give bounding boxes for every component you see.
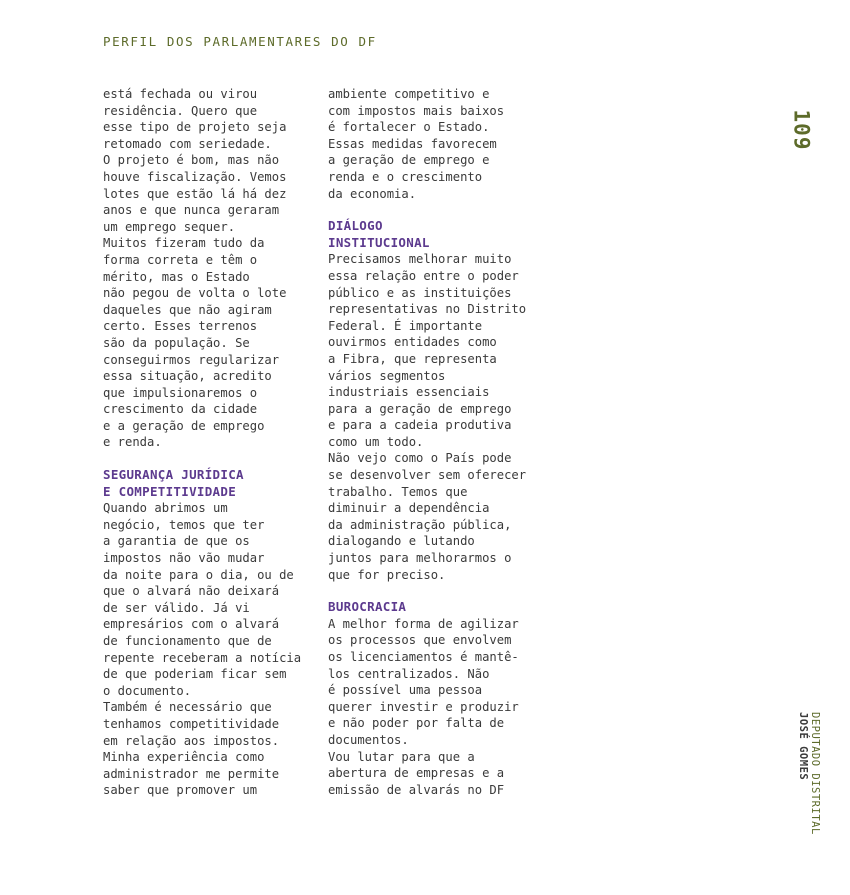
section-heading-dialogo: DIÁLOGO INSTITUCIONAL [328,218,430,250]
author-side-label [797,712,821,835]
author-role: DEPUTADO DISTRITAL [809,712,821,835]
left-paragraph-2: Quando abrimos um negócio, temos que ter a garantia de que os impostos não vão mudar da noite para o dia, ou de que o alvará não deixará de ser válido. Já vi empresários com o alvará de funcionamento que de repente receberam a notícia de que poderiam ficar sem o documento. Também é necessário que tenhamos competitividade em relação aos impostos. Minha experiência como administrador me permite saber que promover um [103,501,302,798]
right-paragraph-3: A melhor forma de agilizar os processos que envolvem os licenciamentos é mantê- los centralizados. Não é possível uma pessoa querer investir e produzir e não poder por falta de documentos. Vou lutar para que a abertura de empresas e a emissão de alvarás no DF [328,616,519,797]
right-column [328,86,548,798]
left-column [103,86,318,799]
page-number: 109 [789,109,814,151]
section-heading-burocracia: BUROCRACIA [328,599,407,615]
left-paragraph-1: está fechada ou virou residência. Quero que esse tipo de projeto seja retomado com seriedade. O projeto é bom, mas não houve fiscalização. Vemos lotes que estão lá há dez anos e que nunca geraram um emprego sequer. Muitos fizeram tudo da forma correta e têm o mérito, mas o Estado não pegou de volta o lote daqueles que não agiram certo. Esses terrenos são da população. Se conseguirmos regularizar essa situação, acredito que impulsionaremos o crescimento da cidade e a geração de emprego e renda. [103,87,287,450]
right-paragraph-2: Precisamos melhorar muito essa relação entre o poder público e as instituições representativas no Distrito Federal. É importante ouvirmos entidades como a Fibra, que representa vários segmentos industriais essenciais para a geração de emprego e para a cadeia produtiva como um todo. Não vejo como o País pode se desenvolver sem oferecer trabalho. Temos que diminuir a dependência da administração pública, dialogando e lutando juntos para melhorarmos o que for preciso. [328,252,527,582]
author-name: JOSÉ GOMES [797,712,809,781]
right-paragraph-1: ambiente competitivo e com impostos mais baixos é fortalecer o Estado. Essas medidas favorecem a geração de emprego e renda e o crescimento da economia. [328,87,505,201]
section-heading-seguranca: SEGURANÇA JURÍDICA E COMPETITIVIDADE [103,467,244,499]
running-header: PERFIL DOS PARLAMENTARES DO DF [103,34,377,49]
